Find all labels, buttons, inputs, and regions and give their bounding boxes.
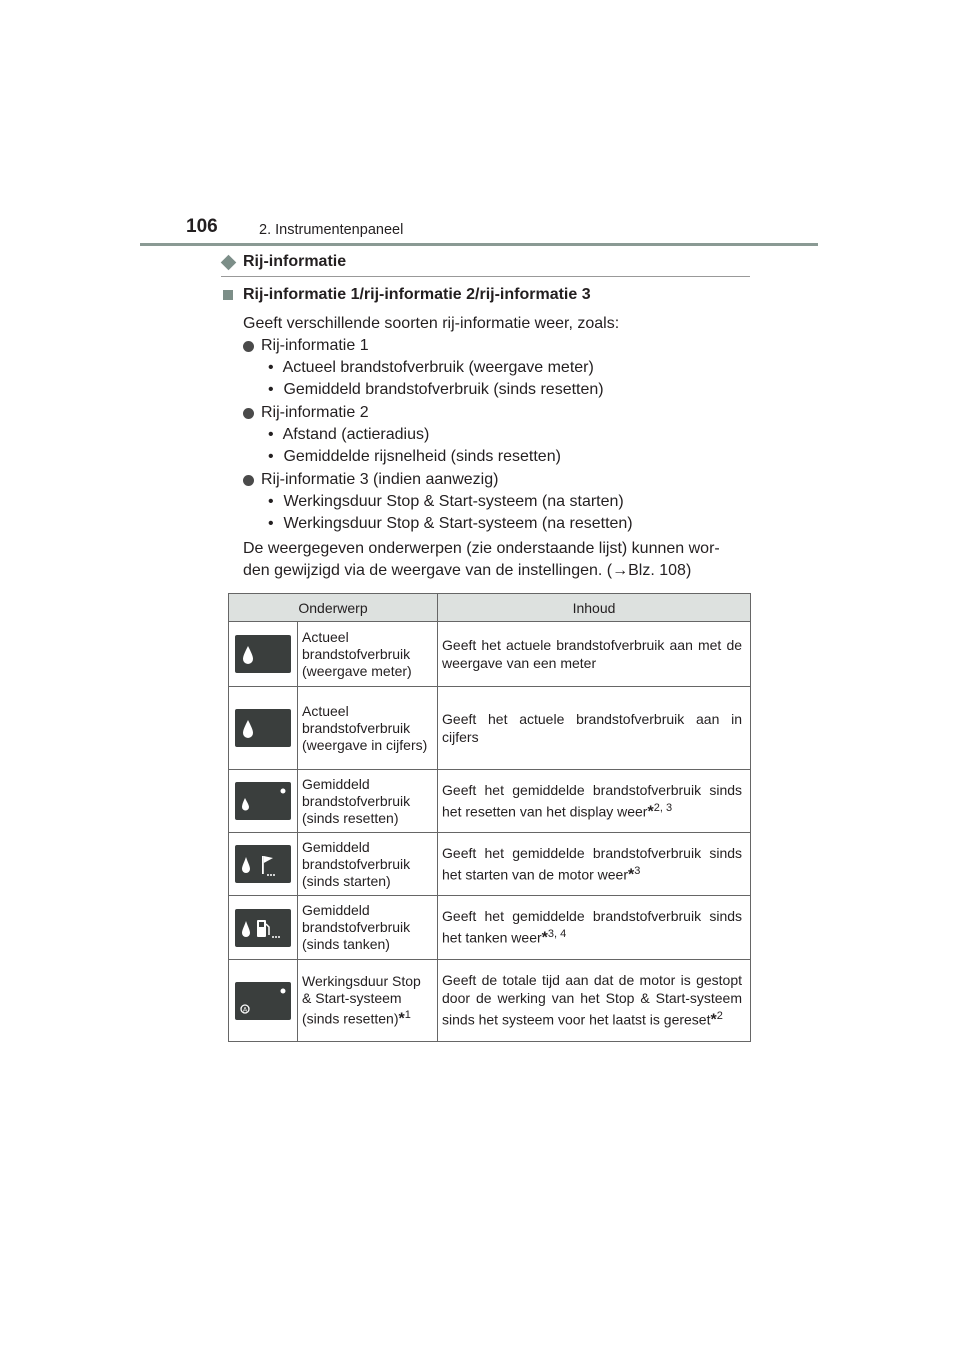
table-row xyxy=(229,833,751,896)
list-item: • Gemiddeld brandstofverbruik (sinds resetten) xyxy=(268,381,604,398)
icon-cell xyxy=(229,770,298,833)
list-item-text: Werkingsduur Stop & Start-systeem (na resetten) xyxy=(283,515,633,532)
icon-cell xyxy=(229,622,298,687)
icon-cell xyxy=(229,960,298,1042)
icon-cell xyxy=(229,896,298,960)
item-name-text: Werkingsduur Stop & Start-systeem (sinds resetten) xyxy=(302,973,421,1027)
footnote-asterisk: * xyxy=(628,866,635,884)
footnote-asterisk: * xyxy=(541,929,548,947)
round-bullet-icon xyxy=(243,341,254,352)
item-description xyxy=(438,960,751,1042)
footnote-ref: 3, 4 xyxy=(547,928,567,941)
square-bullet-icon xyxy=(223,290,233,300)
description-text: Geeft het actuele brandstofverbruik aan in cijfers xyxy=(442,711,743,745)
fuel-drop-icon xyxy=(235,709,291,747)
intro-text: Geeft verschillende soorten rij-informatie weer, zoals: xyxy=(243,315,620,332)
fuel-drop-icon xyxy=(235,635,291,673)
svg-text:A: A xyxy=(242,1006,248,1013)
page-reference-link[interactable]: Blz. 108) xyxy=(628,562,692,579)
footnote-ref: 2, 3 xyxy=(653,801,673,814)
group-label: Rij-informatie 1 xyxy=(261,337,369,354)
icon-cell xyxy=(229,833,298,896)
table-header-row xyxy=(229,594,751,622)
list-item: • Afstand (actieradius) xyxy=(268,426,430,443)
group-heading xyxy=(243,337,369,355)
item-description xyxy=(438,687,751,770)
footnote-asterisk: * xyxy=(398,1010,405,1028)
round-bullet-icon xyxy=(243,475,254,486)
table-row xyxy=(229,687,751,770)
item-name: Actueel brandstofverbruik (weergave meter) xyxy=(298,622,438,687)
description-text: Geeft het gemiddelde brandstofverbruik sinds het tanken weer xyxy=(442,908,743,946)
group-heading xyxy=(243,471,498,489)
subsection-heading xyxy=(223,286,591,304)
fuel-drop-reset-icon xyxy=(235,782,291,820)
table-row xyxy=(229,770,751,833)
item-name: Gemiddeld brandstofverbruik (sinds starten) xyxy=(298,833,438,896)
footnote-ref: 2 xyxy=(716,1010,723,1023)
subsection-title: Rij-informatie 1/rij-informatie 2/rij-informatie 3 xyxy=(243,286,591,303)
stop-start-reset-icon xyxy=(235,982,291,1020)
item-name: Gemiddeld brandstofverbruik (sinds resetten) xyxy=(298,770,438,833)
list-item-text: Afstand (actieradius) xyxy=(282,426,430,443)
description-text: Geeft het gemiddelde brandstofverbruik sinds het resetten van het display weer xyxy=(442,781,743,820)
section-heading xyxy=(221,253,346,271)
list-item: • Actueel brandstofverbruik (weergave meter) xyxy=(268,359,594,376)
item-description xyxy=(438,770,751,833)
item-name xyxy=(298,960,438,1042)
item-description xyxy=(438,622,751,687)
items-table xyxy=(228,593,751,1042)
description-text: Geeft het actuele brandstofverbruik aan met de weergave van een meter xyxy=(442,637,743,671)
description-text: Geeft het gemiddelde brandstofverbruik sinds het starten van de motor weer xyxy=(442,844,743,883)
item-description xyxy=(438,833,751,896)
section-title: Rij-informatie xyxy=(243,253,347,270)
icon-cell xyxy=(229,687,298,770)
group-label: Rij-informatie 3 (indien aanwezig) xyxy=(261,471,499,488)
fuel-drop-flag-icon xyxy=(235,845,291,883)
header-rule xyxy=(140,243,818,246)
footnote-ref: 3 xyxy=(634,864,641,877)
footnote-asterisk: * xyxy=(710,1011,717,1029)
description-text: Geeft de totale tijd aan dat de motor is gestopt door de werking van het Stop & Start-systeem sinds het systeem voor het laatst is gereset xyxy=(442,972,743,1028)
section-rule xyxy=(221,276,750,277)
table-row xyxy=(229,622,751,687)
arrow-icon: → xyxy=(612,562,629,579)
fuel-drop-pump-icon xyxy=(235,909,291,947)
item-name: Gemiddeld brandstofverbruik (sinds tanken) xyxy=(298,896,438,960)
list-item-text: Gemiddeld brandstofverbruik (sinds resetten) xyxy=(283,381,604,398)
outro-line-2 xyxy=(243,562,691,580)
page-number: 106 xyxy=(186,216,218,237)
item-name: Actueel brandstofverbruik (weergave in cijfers) xyxy=(298,687,438,770)
diamond-bullet-icon xyxy=(221,254,237,270)
chapter-title: 2. Instrumentenpaneel xyxy=(259,222,404,238)
header-onderwerp: Onderwerp xyxy=(229,594,438,622)
round-bullet-icon xyxy=(243,408,254,419)
outro-text: den gewijzigd via de weergave van de instellingen. ( xyxy=(243,562,613,579)
outro-line-1: De weergegeven onderwerpen (zie onderstaande lijst) kunnen wor- xyxy=(243,540,720,557)
footnote-asterisk: * xyxy=(647,803,654,821)
list-item: • Werkingsduur Stop & Start-systeem (na starten) xyxy=(268,493,624,510)
list-item-text: Gemiddelde rijsnelheid (sinds resetten) xyxy=(283,448,561,465)
table-row xyxy=(229,896,751,960)
list-item-text: Werkingsduur Stop & Start-systeem (na starten) xyxy=(283,493,624,510)
list-item-text: Actueel brandstofverbruik (weergave meter) xyxy=(282,359,594,376)
list-item: • Gemiddelde rijsnelheid (sinds resetten) xyxy=(268,448,561,465)
list-item: • Werkingsduur Stop & Start-systeem (na resetten) xyxy=(268,515,633,532)
footnote-ref: 1 xyxy=(404,1009,411,1022)
item-description xyxy=(438,896,751,960)
table-row xyxy=(229,960,751,1042)
header-inhoud: Inhoud xyxy=(438,594,751,622)
group-label: Rij-informatie 2 xyxy=(261,404,369,421)
group-heading xyxy=(243,404,369,422)
